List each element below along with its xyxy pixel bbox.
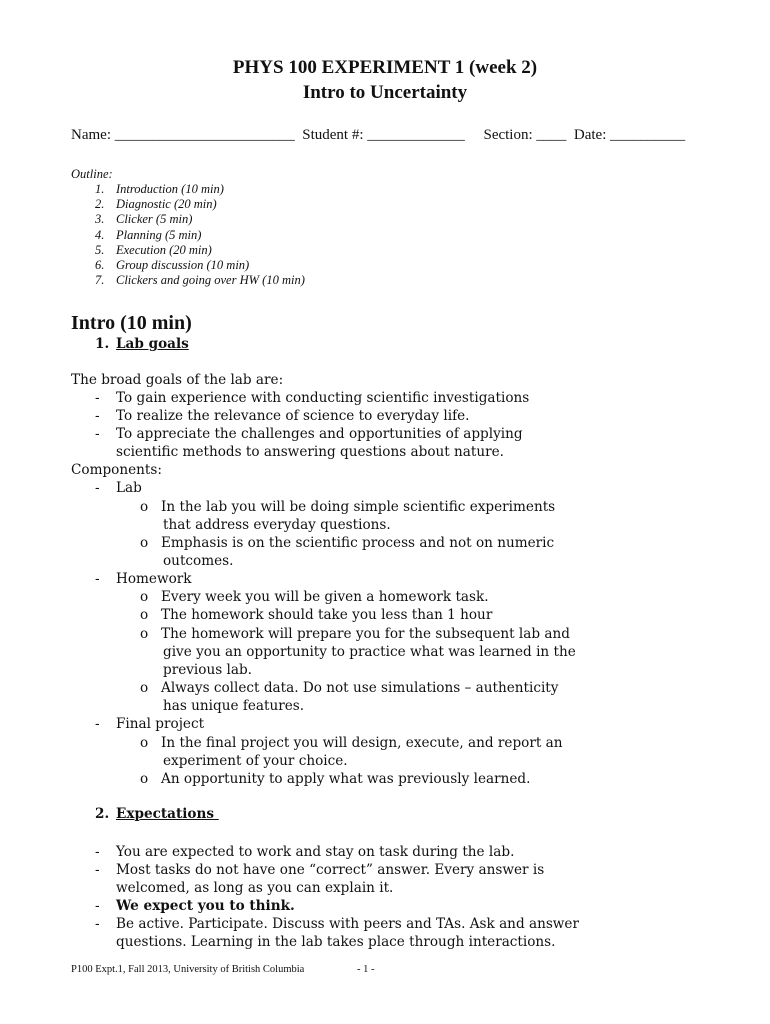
- dash-bullet: -: [95, 862, 100, 878]
- page-number: - 1 -: [357, 964, 375, 975]
- dash-bullet: -: [95, 480, 100, 496]
- dash-bullet: -: [95, 571, 100, 587]
- dash-bullet: -: [95, 916, 100, 932]
- outline-item: 6. Group discussion (10 min): [95, 257, 250, 272]
- expectation-item: You are expected to work and stay on task during the lab.: [116, 844, 515, 860]
- lab-point: Emphasis is on the scientific process and not on numeric: [161, 535, 555, 551]
- dash-bullet: -: [95, 716, 100, 732]
- circle-bullet: o: [140, 735, 149, 751]
- circle-bullet: o: [140, 626, 149, 642]
- document-title: PHYS 100 EXPERIMENT 1 (week 2): [232, 57, 538, 78]
- expectation-item-bold: We expect you to think.: [116, 898, 295, 914]
- component-lab: Lab: [116, 480, 142, 496]
- goal-item: To appreciate the challenges and opportunities of applying: [116, 426, 523, 442]
- expectation-item: Most tasks do not have one “correct” answer. Every answer is: [116, 862, 545, 878]
- circle-bullet: o: [140, 589, 149, 605]
- page-footer: P100 Expt.1, Fall 2013, University of British Columbia: [71, 964, 305, 975]
- dash-bullet: -: [95, 898, 100, 914]
- goal-item: To realize the relevance of science to everyday life.: [116, 408, 470, 424]
- student-info-row: Name: ________________________ Student #: _____________ Section: ____ Date: __________: [71, 127, 686, 143]
- homework-point: Every week you will be given a homework task.: [161, 589, 489, 605]
- outline-item: 4. Planning (5 min): [95, 227, 202, 242]
- section-heading-expectations: 2. Expectations: [95, 806, 219, 822]
- components-label: Components:: [71, 462, 162, 478]
- document-subtitle: Intro to Uncertainty: [302, 82, 468, 103]
- component-final-project: Final project: [116, 716, 205, 732]
- circle-bullet: o: [140, 499, 149, 515]
- goal-item: To gain experience with conducting scientific investigations: [116, 390, 530, 406]
- dash-bullet: -: [95, 426, 100, 442]
- lab-point: In the lab you will be doing simple scientific experiments: [161, 499, 556, 515]
- homework-point: Always collect data. Do not use simulations – authenticity: [161, 680, 559, 696]
- intro-heading: Intro (10 min): [71, 312, 192, 334]
- circle-bullet: o: [140, 680, 149, 696]
- outline-list: [71, 182, 305, 288]
- homework-point-continued: has unique features.: [163, 698, 305, 714]
- circle-bullet: o: [140, 535, 149, 551]
- outline-item: 7. Clickers and going over HW (10 min): [95, 273, 305, 288]
- circle-bullet: o: [140, 607, 149, 623]
- final-point-continued: experiment of your choice.: [163, 753, 348, 769]
- component-homework: Homework: [116, 571, 192, 587]
- homework-point: The homework will prepare you for the subsequent lab and: [161, 626, 570, 642]
- final-point: In the final project you will design, execute, and report an: [161, 735, 563, 751]
- final-point: An opportunity to apply what was previously learned.: [161, 771, 531, 787]
- homework-point-continued: previous lab.: [163, 662, 252, 678]
- dash-bullet: -: [95, 844, 100, 860]
- broad-goals-label: The broad goals of the lab are:: [71, 372, 284, 388]
- expectation-item: Be active. Participate. Discuss with peers and TAs. Ask and answer: [116, 916, 579, 932]
- section-heading-lab-goals: 1. Lab goals: [95, 336, 189, 352]
- outline-heading: Outline:: [71, 167, 113, 181]
- dash-bullet: -: [95, 408, 100, 424]
- outline-item: 3. Clicker (5 min): [95, 212, 193, 227]
- dash-bullet: -: [95, 390, 100, 406]
- homework-point-continued: give you an opportunity to practice what was learned in the: [163, 644, 576, 660]
- outline-item: 5. Execution (20 min): [95, 242, 212, 257]
- homework-point: The homework should take you less than 1 hour: [161, 607, 493, 623]
- lab-point-continued: outcomes.: [163, 553, 234, 569]
- outline-item: 2. Diagnostic (20 min): [95, 197, 217, 212]
- goal-item-continued: scientific methods to answering questions about nature.: [116, 444, 504, 460]
- expectation-item-continued: questions. Learning in the lab takes place through interactions.: [116, 934, 556, 950]
- outline-item: 1. Introduction (10 min): [95, 182, 224, 196]
- expectation-item-continued: welcomed, as long as you can explain it.: [116, 880, 394, 896]
- circle-bullet: o: [140, 771, 149, 787]
- lab-point-continued: that address everyday questions.: [163, 517, 391, 533]
